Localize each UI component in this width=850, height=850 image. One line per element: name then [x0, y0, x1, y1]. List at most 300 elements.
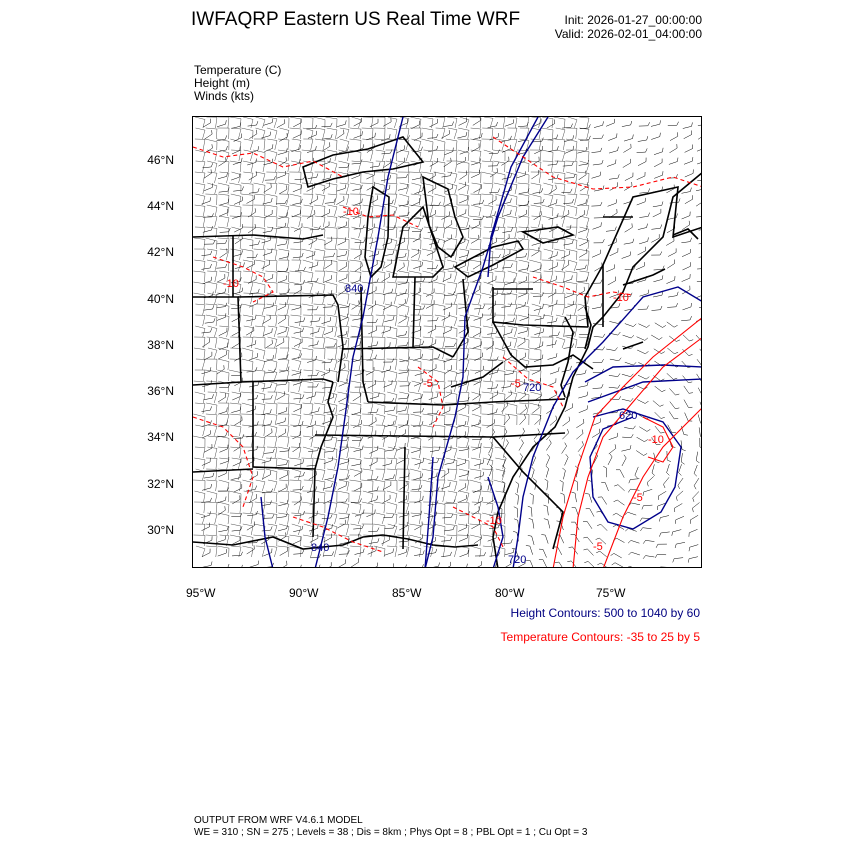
wind-barb-flag: [515, 494, 518, 496]
wind-barb-flag: [549, 440, 551, 444]
county-line: [410, 128, 421, 139]
county-line: [495, 458, 505, 469]
county-line: [206, 546, 217, 557]
wind-barb: [565, 150, 573, 154]
county-line: [493, 370, 505, 381]
county-line: [518, 304, 529, 315]
wind-barb: [698, 134, 702, 139]
wind-barb-flag: [301, 353, 302, 357]
wind-barb: [673, 530, 682, 532]
county-line: [517, 337, 529, 348]
run-times: [555, 13, 702, 41]
wind-barb: [398, 283, 407, 285]
wind-barb: [659, 491, 667, 496]
wind-barb-flag: [422, 564, 423, 568]
wind-barb-flag: [701, 423, 702, 424]
county-line: [290, 436, 301, 447]
wind-barb: [280, 451, 289, 452]
county-line: [255, 172, 265, 183]
wind-barb: [622, 458, 626, 466]
wind-barb: [606, 349, 615, 351]
wind-barb-flag: [210, 498, 211, 502]
wind-barb: [668, 296, 677, 298]
wind-barb-flag: [647, 306, 649, 310]
county-line: [351, 502, 361, 513]
county-line: [217, 370, 229, 381]
wind-barb: [262, 530, 271, 531]
wind-barb-flag: [555, 340, 556, 344]
county-line: [398, 381, 409, 392]
wind-barb: [666, 280, 674, 284]
wind-barb-flag: [211, 163, 212, 167]
wind-barb-flag: [422, 473, 423, 477]
wind-barb-flag: [642, 506, 644, 510]
wind-barb: [205, 322, 214, 323]
wind-barb-flag: [587, 392, 588, 396]
county-line: [229, 183, 241, 194]
wind-barb: [459, 200, 467, 204]
county-line: [446, 139, 457, 150]
wind-barb: [370, 123, 378, 127]
wind-barb-flag: [465, 459, 466, 463]
wind-barb: [219, 213, 227, 217]
wind-barb-flag: [422, 262, 423, 266]
wind-barb: [324, 331, 332, 334]
wind-barb: [518, 342, 526, 347]
county-line: [207, 216, 217, 227]
county-line: [194, 249, 205, 260]
wind-barb-flag: [316, 146, 317, 150]
wind-barb-flag: [226, 549, 227, 553]
county-line: [447, 370, 457, 381]
wind-barb-flag: [211, 251, 212, 255]
wind-barb: [249, 244, 258, 245]
variable-winds: Winds (kts): [194, 89, 254, 103]
wind-barb: [631, 540, 640, 543]
wind-barb-flag: [272, 227, 273, 231]
county-line: [578, 139, 589, 150]
wind-barb: [609, 437, 618, 440]
county-line: [194, 238, 205, 249]
county-line: [363, 326, 373, 337]
wind-barb: [660, 516, 669, 518]
model-footer: [194, 815, 587, 839]
wind-barb-flag: [257, 446, 258, 450]
wind-barb: [696, 335, 702, 342]
wind-barb: [473, 137, 482, 139]
wind-barb: [693, 492, 699, 499]
county-line: [496, 403, 505, 414]
wind-barb: [337, 344, 346, 347]
wind-barb: [232, 150, 240, 154]
wind-barb-flag: [303, 328, 304, 332]
county-line: [241, 216, 253, 227]
wind-barb: [519, 269, 528, 271]
county-line: [387, 436, 397, 447]
wind-barb-flag: [467, 564, 468, 568]
wind-barb-flag: [392, 200, 393, 204]
county-line: [315, 282, 325, 293]
county-line: [470, 480, 481, 491]
wind-barb-flag: [511, 187, 512, 191]
wind-barb-flag: [408, 511, 409, 515]
county-line: [494, 425, 505, 436]
county-line: [351, 249, 361, 260]
wind-barb-flag: [493, 341, 494, 345]
wind-barb: [488, 280, 496, 284]
wind-barb: [428, 188, 436, 192]
wind-barb: [549, 395, 557, 399]
wind-barb: [262, 424, 271, 426]
wind-barb-flag: [645, 351, 648, 354]
wind-barb-flag: [543, 328, 544, 332]
wind-barb-flag: [377, 496, 378, 500]
wind-barb-flag: [484, 552, 486, 556]
county-line: [399, 436, 409, 447]
wind-barb: [457, 407, 465, 411]
wind-barb: [309, 265, 318, 268]
county-line: [351, 238, 361, 249]
county-line: [292, 524, 301, 535]
wind-barb: [624, 243, 633, 245]
county-line: [242, 359, 253, 370]
wind-barb-flag: [513, 531, 517, 532]
county-line: [325, 260, 337, 271]
wind-barb-flag: [437, 393, 438, 397]
wind-barb-flag: [212, 130, 213, 134]
wind-barb: [293, 123, 301, 127]
wind-barb: [473, 345, 482, 348]
wind-barb-flag: [544, 505, 548, 506]
wind-barb: [246, 319, 255, 321]
wind-barb-flag: [436, 265, 438, 269]
wind-barb-flag: [630, 252, 631, 256]
wind-barb: [427, 252, 435, 256]
county-line: [229, 414, 241, 425]
wind-barb: [460, 229, 469, 230]
wind-barb-flag: [560, 480, 563, 482]
wind-barb: [638, 228, 647, 230]
wind-barb-flag: [258, 561, 259, 565]
wind-barb-flag: [285, 200, 287, 204]
wind-barb: [248, 399, 257, 400]
county-line: [470, 469, 481, 480]
county-line: [195, 205, 205, 216]
wind-barb-flag: [422, 354, 423, 358]
wind-barb: [202, 527, 210, 531]
wind-barb-flag: [286, 461, 287, 465]
county-line: [554, 249, 565, 260]
county-line: [303, 315, 313, 326]
county-line: [268, 392, 277, 403]
county-line: [447, 480, 457, 491]
state-boundaries: [193, 187, 702, 549]
wind-barb: [606, 230, 615, 231]
wind-barb-flag: [530, 493, 534, 495]
wind-barb: [218, 473, 226, 477]
wind-barb-flag: [242, 250, 243, 254]
wind-barb-flag: [677, 292, 678, 296]
wind-barb-flag: [510, 303, 512, 307]
temp-label-1: -10: [343, 206, 359, 218]
county-line: [459, 480, 469, 491]
county-line: [566, 249, 577, 260]
wind-barb: [655, 323, 663, 328]
county-line: [363, 469, 373, 480]
county-line: [531, 326, 541, 337]
height-label-720-east: 720: [523, 382, 542, 394]
wind-barb: [690, 515, 698, 520]
wind-barb-flag: [660, 252, 662, 256]
wind-barb: [306, 255, 314, 258]
county-line: [376, 414, 385, 425]
wind-barb-flag: [377, 278, 378, 282]
county-line: [580, 161, 589, 172]
county-line: [529, 315, 541, 326]
county-line: [278, 271, 289, 282]
wind-barb-flag: [691, 303, 692, 307]
wind-barb-flag: [483, 472, 484, 476]
wind-barb-flag: [659, 567, 661, 568]
wind-barb-flag: [361, 185, 362, 189]
wind-barb: [654, 269, 663, 270]
county-line: [242, 447, 253, 458]
wind-barb-flag: [643, 540, 645, 543]
wind-barb: [696, 452, 698, 461]
wind-barb-flag: [689, 547, 690, 551]
wind-barb-flag: [631, 374, 634, 377]
wind-barb-flag: [346, 331, 347, 335]
wind-barb-flag: [572, 240, 573, 244]
county-line: [506, 403, 517, 414]
wind-barb-flag: [556, 353, 557, 357]
wind-barb: [694, 465, 697, 473]
county-line: [313, 502, 325, 513]
county-line: [508, 139, 517, 150]
county-line: [206, 524, 217, 535]
wind-barb: [593, 388, 602, 389]
county-line: [195, 172, 205, 183]
county-line: [542, 326, 553, 337]
wind-barb-flag: [363, 549, 364, 553]
wind-barb-flag: [393, 316, 394, 320]
county-line: [373, 337, 385, 348]
wind-barb: [369, 255, 378, 257]
wind-barb: [631, 552, 640, 555]
wind-barb: [682, 253, 690, 257]
wind-barb: [472, 407, 480, 411]
county-line: [409, 238, 421, 249]
wind-barb-flag: [511, 264, 513, 268]
wind-barb-flag: [319, 565, 320, 568]
wind-barb: [218, 530, 227, 532]
county-line: [422, 117, 433, 128]
wind-barb: [398, 303, 406, 308]
county-line: [580, 194, 589, 205]
county-line: [243, 161, 253, 172]
county-line: [422, 260, 433, 271]
wind-barb-flag: [319, 328, 320, 332]
wind-barb-flag: [544, 519, 548, 520]
wind-barb: [352, 189, 361, 191]
county-line: [471, 425, 481, 436]
county-line: [507, 293, 517, 304]
wind-barb: [232, 499, 240, 504]
wind-barb: [204, 173, 212, 178]
county-line: [529, 348, 541, 359]
county-line: [470, 535, 481, 546]
county-line: [458, 172, 469, 183]
wind-barb-flag: [647, 136, 648, 140]
wind-barb-flag: [438, 487, 439, 491]
wind-barb-flag: [659, 533, 660, 537]
wind-barb: [353, 396, 361, 401]
county-line: [495, 282, 505, 293]
wind-barb-flag: [647, 325, 650, 328]
wind-barb: [383, 464, 392, 466]
wind-barb: [220, 232, 229, 233]
wind-barb: [278, 504, 287, 506]
wind-barb: [310, 200, 318, 204]
wind-barb: [559, 562, 564, 568]
county-line: [279, 425, 289, 436]
wind-barb: [250, 565, 259, 568]
wind-barb-flag: [240, 277, 241, 281]
wind-barb: [277, 123, 285, 127]
wind-barb: [549, 189, 557, 194]
county-line: [578, 293, 589, 304]
lat-label-40: 40°N: [147, 292, 174, 306]
wind-barb-flag: [406, 548, 407, 552]
wind-barb: [293, 530, 302, 532]
county-line: [304, 524, 313, 535]
wind-barb: [325, 202, 334, 203]
wind-barb-flag: [674, 378, 678, 379]
wind-barb: [549, 266, 557, 269]
county-line: [361, 172, 373, 183]
county-line: [279, 238, 289, 249]
wind-barb: [577, 281, 586, 282]
county-line: [243, 271, 253, 282]
county-line: [350, 315, 361, 326]
wind-barb-flag: [646, 377, 649, 379]
wind-barb-flag: [585, 493, 589, 494]
county-line: [387, 337, 397, 348]
lat-label-34: 34°N: [147, 430, 174, 444]
wind-barb-flag: [274, 176, 276, 180]
county-line: [218, 513, 229, 524]
wind-barb: [323, 279, 331, 282]
county-line: [482, 315, 493, 326]
wind-barb: [531, 174, 539, 179]
wind-barb: [411, 437, 420, 439]
county-line: [387, 414, 397, 425]
wind-barb: [681, 242, 690, 243]
wind-barb: [676, 542, 685, 544]
county-line: [207, 337, 217, 348]
wind-barb-flag: [406, 406, 407, 410]
height-legend: Height Contours: 500 to 1040 by 60: [510, 606, 700, 620]
county-line: [316, 326, 325, 337]
wind-barb: [204, 477, 213, 478]
wind-barb: [443, 450, 451, 454]
county-line: [291, 381, 301, 392]
wind-barb-flag: [210, 328, 211, 332]
county-line: [266, 183, 277, 194]
county-line: [448, 447, 457, 458]
wind-barb-flag: [438, 239, 439, 243]
county-line: [493, 414, 505, 425]
wind-barb-flag: [498, 150, 500, 154]
wind-barb: [617, 500, 624, 505]
county-line: [351, 381, 361, 392]
county-line: [340, 546, 349, 557]
wind-barb: [563, 421, 570, 426]
wind-barb-flag: [437, 317, 439, 321]
wind-barb: [472, 395, 479, 400]
wind-barb: [624, 186, 632, 191]
wind-barb-flag: [587, 382, 588, 386]
county-line: [265, 403, 277, 414]
county-line: [484, 150, 493, 161]
wind-barb: [683, 266, 691, 270]
wind-barb-flag: [394, 407, 395, 411]
county-line: [207, 447, 217, 458]
county-line: [457, 502, 469, 513]
wind-barb-flag: [572, 507, 576, 508]
wind-barb-flag: [436, 512, 437, 516]
county-line: [398, 249, 409, 260]
wind-barb: [398, 552, 407, 555]
wind-barb: [294, 515, 303, 516]
wind-barb-flag: [421, 485, 422, 489]
wind-barb-flag: [315, 392, 316, 396]
wind-barb-flag: [645, 401, 648, 403]
wind-barb: [294, 476, 303, 477]
wind-barb: [696, 201, 702, 206]
county-line: [242, 304, 253, 315]
county-line: [255, 403, 265, 414]
wind-barb: [471, 239, 479, 244]
county-line: [194, 535, 205, 546]
wind-barb: [459, 255, 468, 257]
wind-barb: [654, 152, 663, 155]
wind-barb: [458, 186, 466, 191]
wind-barb-flag: [531, 467, 534, 470]
county-line: [340, 502, 349, 513]
wind-barb: [261, 388, 270, 389]
county-line: [255, 414, 265, 425]
wind-barb: [265, 433, 273, 438]
wind-barb: [382, 153, 391, 154]
wind-barb: [534, 332, 543, 334]
county-line: [266, 502, 277, 513]
county-line: [352, 491, 361, 502]
wind-barb: [339, 518, 348, 519]
wind-barb-flag: [571, 124, 573, 128]
county-line: [195, 425, 205, 436]
wind-barb: [232, 530, 241, 531]
wind-barb-flag: [566, 454, 569, 457]
wind-barb-flag: [659, 337, 662, 339]
wind-barb-flag: [302, 550, 304, 554]
county-line: [376, 535, 385, 546]
county-line: [387, 458, 397, 469]
wind-barb: [594, 336, 603, 337]
wind-barb: [445, 463, 454, 465]
wind-barb-flag: [211, 484, 212, 488]
county-line: [399, 403, 409, 414]
